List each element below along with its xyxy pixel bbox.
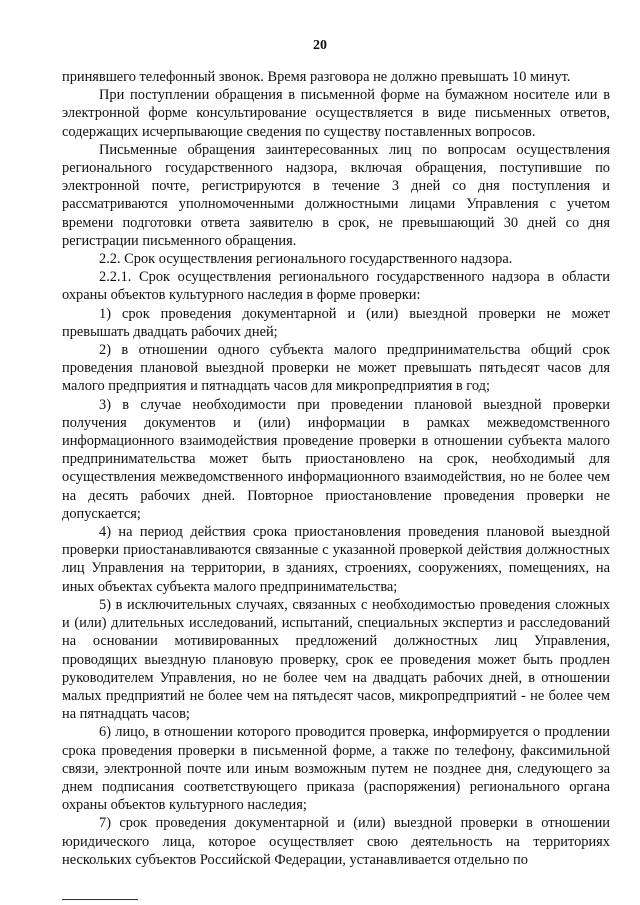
list-item-3: 3) в случае необходимости при проведении плановой выездной проверки получения документов и (или) информации в рамках межведомственного информационного взаимодействия проведение проверки в отношении субъекта малого предпринимательства может быть приостановлено на срок, необходимый для осуществления межведомственного информационного взаимодействия, но не более чем на десять рабочих дней. Повторное приостановление проведения проверки не допускается; [62, 396, 610, 522]
list-item-1: 1) срок проведения документарной и (или) выездной проверки не может превышать двадцать рабочих дней; [62, 305, 610, 340]
paragraph-written-appeals: Письменные обращения заинтересованных лиц по вопросам осуществления регионального государственного надзора, включая обращения, поступившие по электронной почте, регистрируются в течение 3 дней со дня поступления и рассматриваются уполномоченными должностными лицами Управления с учетом времени подготовки ответа заявителю в срок, не превышающий 30 дней со дня регистрации письменного обращения. [62, 141, 610, 249]
subsection-2-2-1: 2.2.1. Срок осуществления регионального государственного надзора в области охраны объектов культурного наследия в форме проверки: [62, 269, 610, 304]
section-heading-2-2: 2.2. Срок осуществления регионального государственного надзора. [99, 251, 513, 268]
list-item-5: 5) в исключительных случаях, связанных с необходимостью проведения сложных и (или) длительных исследований, испытаний, специальных экспертиз и расследований на основании мотивированных предложений должностных лиц Управления, проводящих выездную плановую проверку, срок ее проведения может быть продлен руководителем Управления, но не более чем на двадцать рабочих дней, в отношении малых предприятий не более чем на пятьдесят часов, микропредприятий - не более чем на пятнадцать часов; [62, 596, 610, 723]
list-item-4: 4) на период действия срока приостановления проведения плановой выездной проверки приостанавливаются связанные с указанной проверкой действия должностных лиц Управления на территории, в зданиях, строениях, сооружениях, помещениях, на иных объектах субъекта малого предпринимательства; [62, 524, 610, 595]
page-number: 20 [313, 38, 327, 53]
list-item-2: 2) в отношении одного субъекта малого предпринимательства общий срок проведения плановой выездной проверки не может превышать пятьдесят часов для малого предприятия и пятнадцать часов для микропредприятия в год; [62, 342, 610, 395]
paragraph-written-consultation: При поступлении обращения в письменной форме на бумажном носителе или в электронной форме консультирование осуществляется в виде письменных ответов, содержащих исчерпывающие сведения по существу поставленных вопросов. [62, 87, 610, 140]
footer-divider [62, 899, 138, 900]
list-item-7: 7) срок проведения документарной и (или) выездной проверки в отношении юридического лица, которое осуществляет свою деятельность на территориях нескольких субъектов Российской Федерации, устанавливается отдельно по [62, 815, 610, 868]
paragraph-continuation: принявшего телефонный звонок. Время разговора не должно превышать 10 минут. [62, 69, 571, 85]
list-item-6: 6) лицо, в отношении которого проводится проверка, информируется о продлении срока проведения проверки в письменной форме, а также по телефону, факсимильной связи, электронной почте или иным возможным путем не позднее дня, следующего за днем подписания соответствующего приказа (распоряжения) регионального органа охраны объектов культурного наследия; [62, 724, 610, 814]
document-body [62, 68, 610, 869]
